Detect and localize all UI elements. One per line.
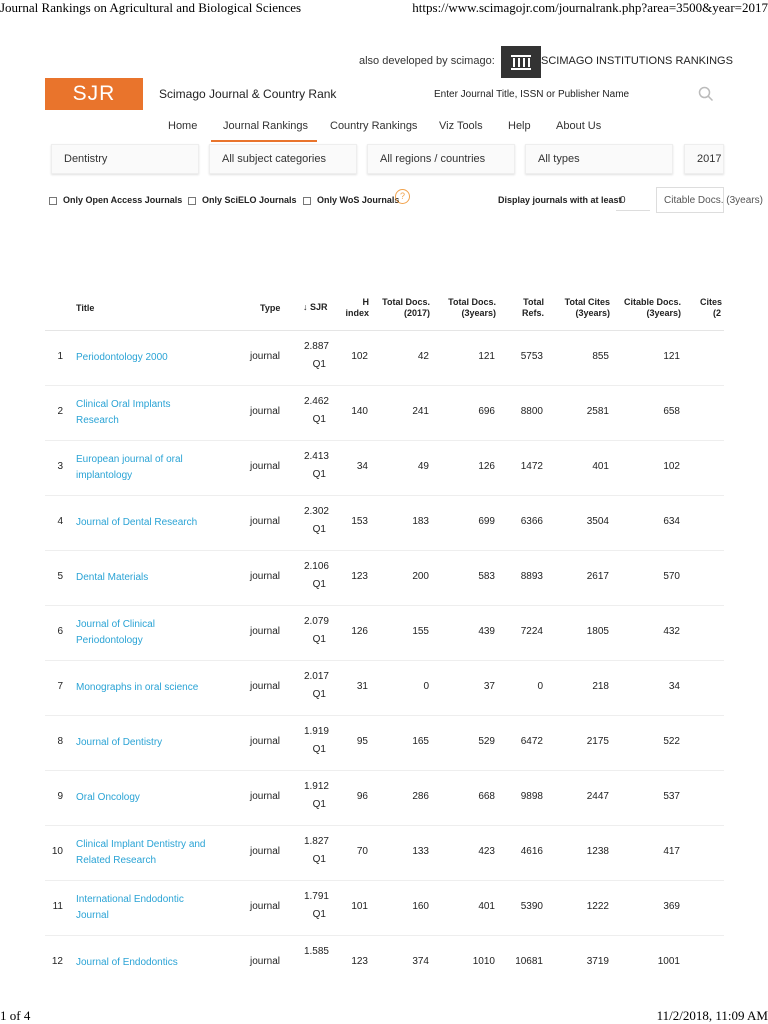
site-title[interactable]: Scimago Journal & Country Rank <box>159 87 337 101</box>
total-cites-3y-cell: 1805 <box>586 626 609 637</box>
print-page-title: Journal Rankings on Agricultural and Biological Sciences <box>0 0 302 15</box>
sjr-cell: 2.887 <box>303 341 329 352</box>
total-docs-cell: 286 <box>412 791 429 802</box>
total-refs-cell: 8800 <box>520 406 543 417</box>
type-cell: journal <box>250 461 281 472</box>
min-docs-input[interactable]: 0 <box>616 191 650 211</box>
total-docs-cell: 49 <box>417 461 429 472</box>
type-cell: journal <box>250 956 281 967</box>
citable-docs-3y-cell: 570 <box>663 571 680 582</box>
quartile-badge: Q1 <box>312 469 326 480</box>
type-cell: journal <box>250 406 281 417</box>
total-refs-cell: 6366 <box>520 516 543 527</box>
year-filter[interactable]: 2017 <box>684 144 724 174</box>
total-refs-cell: 5753 <box>520 351 543 362</box>
rank-cell: 8 <box>57 736 63 747</box>
citable-docs-3y-cell: 1001 <box>657 956 680 967</box>
journal-title-link[interactable]: Dental Materials <box>76 572 149 583</box>
institution-icon[interactable] <box>501 46 541 78</box>
nav-viz-tools[interactable]: Viz Tools <box>439 120 483 132</box>
total-docs-3y-cell: 37 <box>483 681 495 692</box>
total-docs-3y-cell: 439 <box>478 626 495 637</box>
rank-cell: 9 <box>57 791 63 802</box>
journal-title-link[interactable]: Journal of Endodontics <box>76 957 178 968</box>
sjr-cell: 2.106 <box>303 561 329 572</box>
nav-help[interactable]: Help <box>508 120 531 132</box>
h-index-cell: 153 <box>351 516 368 527</box>
citable-docs-3y-cell: 432 <box>663 626 680 637</box>
h-index-cell: 140 <box>351 406 368 417</box>
journal-title-link[interactable]: Periodontology 2000 <box>76 352 168 363</box>
h-index-cell: 102 <box>351 351 368 362</box>
rank-cell: 2 <box>57 406 63 417</box>
total-refs-cell: 5390 <box>520 901 543 912</box>
table-row[interactable] <box>45 881 724 936</box>
sjr-cell: 1.827 <box>303 836 329 847</box>
journal-title-link[interactable]: Monographs in oral science <box>76 682 199 693</box>
sjr-cell: 2.079 <box>303 616 329 627</box>
total-docs-3y-cell: 668 <box>478 791 495 802</box>
total-docs-3y-cell: 529 <box>478 736 495 747</box>
total-docs-3y-cell: 121 <box>478 351 495 362</box>
header-citable-docs-3y[interactable]: Citable Docs. (3years) <box>623 297 681 318</box>
total-docs-cell: 374 <box>412 956 429 967</box>
total-docs-cell: 133 <box>412 846 429 857</box>
h-index-cell: 31 <box>356 681 368 692</box>
citable-docs-3y-cell: 417 <box>663 846 680 857</box>
quartile-badge: Q1 <box>312 799 326 810</box>
h-index-cell: 34 <box>356 461 368 472</box>
quartile-badge: Q1 <box>312 634 326 645</box>
total-cites-3y-cell: 3504 <box>586 516 609 527</box>
rank-cell: 5 <box>57 571 63 582</box>
nav-active-indicator <box>211 140 317 142</box>
help-question-icon[interactable]: ? <box>395 189 410 204</box>
total-refs-cell: 9898 <box>520 791 543 802</box>
total-refs-cell: 6472 <box>520 736 543 747</box>
type-cell: journal <box>250 681 281 692</box>
citable-docs-select[interactable]: Citable Docs. (3years) <box>656 187 724 213</box>
citable-docs-3y-cell: 634 <box>663 516 680 527</box>
open-access-option[interactable]: Only Open Access Journals <box>49 195 182 205</box>
table-row[interactable] <box>45 551 724 606</box>
total-cites-3y-cell: 2175 <box>586 736 609 747</box>
journal-title-link[interactable]: Clinical Oral Implants Research <box>76 399 171 426</box>
header-total-refs[interactable]: Total Refs. <box>521 297 544 318</box>
table-row[interactable] <box>45 771 724 826</box>
citable-docs-3y-cell: 537 <box>663 791 680 802</box>
header-type[interactable]: Type <box>260 303 281 313</box>
total-cites-3y-cell: 401 <box>592 461 609 472</box>
type-cell: journal <box>250 846 281 857</box>
quartile-badge: Q1 <box>312 689 326 700</box>
subject-area-filter[interactable]: Dentistry <box>51 144 199 174</box>
header-total-docs-3y[interactable]: Total Docs. (3years) <box>448 297 496 318</box>
header-title[interactable]: Title <box>76 303 95 313</box>
citable-docs-3y-cell: 121 <box>663 351 680 362</box>
quartile-badge: Q1 <box>312 579 326 590</box>
total-cites-3y-cell: 2617 <box>586 571 609 582</box>
h-index-cell: 123 <box>351 956 368 967</box>
print-datetime: 11/2/2018, 11:09 AM <box>656 1008 768 1023</box>
citable-docs-3y-cell: 102 <box>663 461 680 472</box>
scielo-option[interactable]: Only SciELO Journals <box>188 195 297 205</box>
header-total-docs[interactable]: Total Docs. (2017) <box>382 297 430 318</box>
quartile-badge: Q1 <box>312 524 326 535</box>
region-filter[interactable]: All regions / countries <box>367 144 515 174</box>
wos-option[interactable]: Only WoS Journals <box>303 195 399 205</box>
wos-checkbox[interactable] <box>303 197 311 205</box>
sjr-cell: 2.017 <box>303 671 329 682</box>
total-docs-3y-cell: 699 <box>478 516 495 527</box>
total-docs-cell: 155 <box>412 626 429 637</box>
sjr-cell: 2.462 <box>303 396 329 407</box>
total-refs-cell: 8893 <box>520 571 543 582</box>
journal-title-link[interactable]: European journal of oral implantology <box>76 454 183 481</box>
table-row[interactable] <box>45 386 724 441</box>
total-docs-cell: 200 <box>412 571 429 582</box>
sjr-cell: 1.919 <box>303 726 329 737</box>
total-docs-cell: 241 <box>412 406 429 417</box>
total-refs-cell: 7224 <box>520 626 543 637</box>
rank-cell: 12 <box>51 956 63 967</box>
journal-title-link[interactable]: International Endodontic Journal <box>76 894 184 921</box>
nav-journal-rankings[interactable]: Journal Rankings <box>223 120 308 132</box>
total-docs-3y-cell: 401 <box>478 901 495 912</box>
display-min-label: Display journals with at least <box>498 195 622 205</box>
h-index-cell: 123 <box>351 571 368 582</box>
table-row[interactable] <box>45 606 724 661</box>
type-cell: journal <box>250 736 281 747</box>
quartile-badge: Q1 <box>312 744 326 755</box>
total-cites-3y-cell: 218 <box>592 681 609 692</box>
rank-cell: 6 <box>57 626 63 637</box>
rank-cell: 7 <box>57 681 63 692</box>
rank-cell: 11 <box>52 901 63 912</box>
journal-title-link[interactable]: Clinical Implant Dentistry and Related Research <box>76 839 206 866</box>
table-row[interactable] <box>45 496 724 551</box>
rank-cell: 4 <box>57 516 63 527</box>
total-cites-3y-cell: 1238 <box>586 846 609 857</box>
citable-docs-3y-cell: 658 <box>663 406 680 417</box>
sjr-cell: 2.302 <box>303 506 329 517</box>
journal-title-link[interactable]: Journal of Clinical Periodontology <box>76 619 155 646</box>
search-icon[interactable] <box>698 86 714 107</box>
quartile-badge: Q1 <box>312 414 326 425</box>
sjr-logo[interactable]: SJR <box>45 78 143 110</box>
print-footer <box>0 1008 768 1024</box>
total-docs-3y-cell: 1010 <box>472 956 495 967</box>
nav-home[interactable]: Home <box>168 120 198 132</box>
total-docs-cell: 42 <box>417 351 429 362</box>
nav-about-us[interactable]: About Us <box>556 120 602 132</box>
rankings-table <box>45 285 724 985</box>
sir-link[interactable]: SCIMAGO INSTITUTIONS RANKINGS <box>541 55 733 67</box>
total-cites-3y-cell: 2581 <box>586 406 609 417</box>
total-refs-cell: 10681 <box>515 956 543 967</box>
table-row[interactable] <box>45 936 724 990</box>
h-index-cell: 96 <box>356 791 368 802</box>
sjr-cell: 1.585 <box>303 946 329 957</box>
header-cites-per-doc[interactable]: Cites (2 <box>700 297 723 318</box>
type-cell: journal <box>250 516 281 527</box>
sjr-cell: 1.912 <box>303 781 329 792</box>
total-cites-3y-cell: 1222 <box>586 901 609 912</box>
rank-cell: 10 <box>51 846 63 857</box>
quartile-badge: Q1 <box>312 854 326 865</box>
total-docs-3y-cell: 126 <box>478 461 495 472</box>
table-header <box>45 285 724 331</box>
type-filter[interactable]: All types <box>525 144 673 174</box>
print-page-number: 1 of 4 <box>0 1008 31 1023</box>
total-refs-cell: 1472 <box>520 461 543 472</box>
header-total-cites-3y[interactable]: Total Cites (3years) <box>564 297 610 318</box>
h-index-cell: 101 <box>351 901 368 912</box>
type-cell: journal <box>250 791 281 802</box>
total-docs-cell: 160 <box>412 901 429 912</box>
also-developed-label: also developed by scimago: <box>359 55 495 67</box>
rank-cell: 3 <box>57 461 63 472</box>
quartile-badge: Q1 <box>312 359 326 370</box>
total-refs-cell: 4616 <box>520 846 543 857</box>
total-cites-3y-cell: 855 <box>592 351 609 362</box>
total-docs-cell: 165 <box>412 736 429 747</box>
header-sjr[interactable]: ↓ SJR <box>303 302 328 312</box>
table-row[interactable] <box>45 331 724 386</box>
type-cell: journal <box>250 571 281 582</box>
total-docs-3y-cell: 423 <box>478 846 495 857</box>
citable-docs-3y-cell: 522 <box>663 736 680 747</box>
citable-docs-3y-cell: 34 <box>668 681 680 692</box>
nav-country-rankings[interactable]: Country Rankings <box>330 120 418 132</box>
total-docs-cell: 0 <box>423 681 429 692</box>
table-row[interactable] <box>45 826 724 881</box>
journal-title-link[interactable]: Journal of Dentistry <box>76 737 163 748</box>
total-cites-3y-cell: 3719 <box>586 956 609 967</box>
h-index-cell: 126 <box>351 626 368 637</box>
h-index-cell: 95 <box>356 736 368 747</box>
type-cell: journal <box>250 626 281 637</box>
open-access-checkbox[interactable] <box>49 197 57 205</box>
print-header <box>0 0 768 16</box>
type-cell: journal <box>250 901 281 912</box>
header-h-index[interactable]: H index <box>345 297 369 318</box>
journal-title-link[interactable]: Oral Oncology <box>76 792 140 803</box>
sjr-cell: 1.791 <box>303 891 329 902</box>
table-row[interactable] <box>45 661 724 716</box>
total-refs-cell: 0 <box>537 681 543 692</box>
subject-category-filter[interactable]: All subject categories <box>209 144 357 174</box>
scielo-checkbox[interactable] <box>188 197 196 205</box>
total-docs-3y-cell: 696 <box>478 406 495 417</box>
table-row[interactable] <box>45 716 724 771</box>
print-url: https://www.scimagojr.com/journalrank.php?area=3500&year=2017 <box>412 0 768 15</box>
total-cites-3y-cell: 2447 <box>586 791 609 802</box>
total-docs-cell: 183 <box>412 516 429 527</box>
journal-title-link[interactable]: Journal of Dental Research <box>76 517 198 528</box>
type-cell: journal <box>250 351 281 362</box>
citable-docs-3y-cell: 369 <box>663 901 680 912</box>
table-row[interactable] <box>45 441 724 496</box>
rank-cell: 1 <box>57 351 63 362</box>
h-index-cell: 70 <box>356 846 368 857</box>
sjr-cell: 2.413 <box>303 451 329 462</box>
total-docs-3y-cell: 583 <box>478 571 495 582</box>
quartile-badge: Q1 <box>312 909 326 920</box>
search-input[interactable]: Enter Journal Title, ISSN or Publisher Name <box>434 89 630 100</box>
